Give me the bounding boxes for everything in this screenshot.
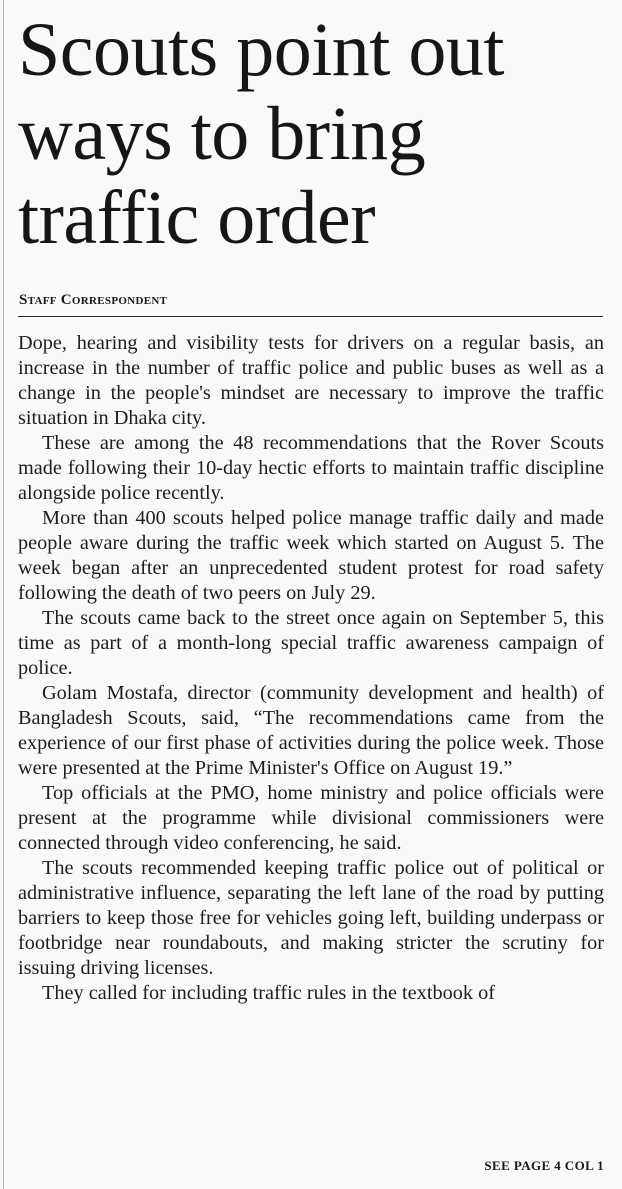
paragraph-3: More than 400 scouts helped police manage traffic daily and made people aware during the traffic week which started on August 5. The week began after an unprecedented student protest for road safety following the death of two peers on July 29. [18,507,604,604]
byline-divider [18,316,603,317]
paragraph-1: Dope, hearing and visibility tests for drivers on a regular basis, an increase in the number of traffic police and public buses as well as a change in the people's mindset are necessary to improve the traffic situation in Dhaka city. [18,332,604,429]
column-rule [3,0,4,1189]
paragraph-5: Golam Mostafa, director (community development and health) of Bangladesh Scouts, said, “The recommendations came from the experience of our first phase of activities during the police week. Those were presented at the Prime Minister's Office on August 19.” [18,682,604,779]
headline: Scouts point out ways to bring traffic order [18,8,505,260]
paragraph-4: The scouts came back to the street once again on September 5, this time as part of a month-long special traffic awareness campaign of police. [18,607,604,679]
paragraph-8: They called for including traffic rules in the textbook of [42,982,495,1004]
byline: Staff Correspondent [19,292,168,308]
article-body [18,331,604,1006]
paragraph-6: Top officials at the PMO, home ministry and police officials were present at the programme while divisional commissioners were connected through video conferencing, he said. [18,782,604,854]
continued-jump-line: SEE PAGE 4 COL 1 [484,1158,604,1173]
paragraph-7: The scouts recommended keeping traffic police out of political or administrative influence, separating the left lane of the road by putting barriers to keep those free for vehicles going left, building underpass or footbridge near roundabouts, and making stricter the scrutiny for issuing driving licenses. [18,857,604,979]
paragraph-2: These are among the 48 recommendations that the Rover Scouts made following their 10-day hectic efforts to maintain traffic discipline alongside police recently. [18,432,604,504]
